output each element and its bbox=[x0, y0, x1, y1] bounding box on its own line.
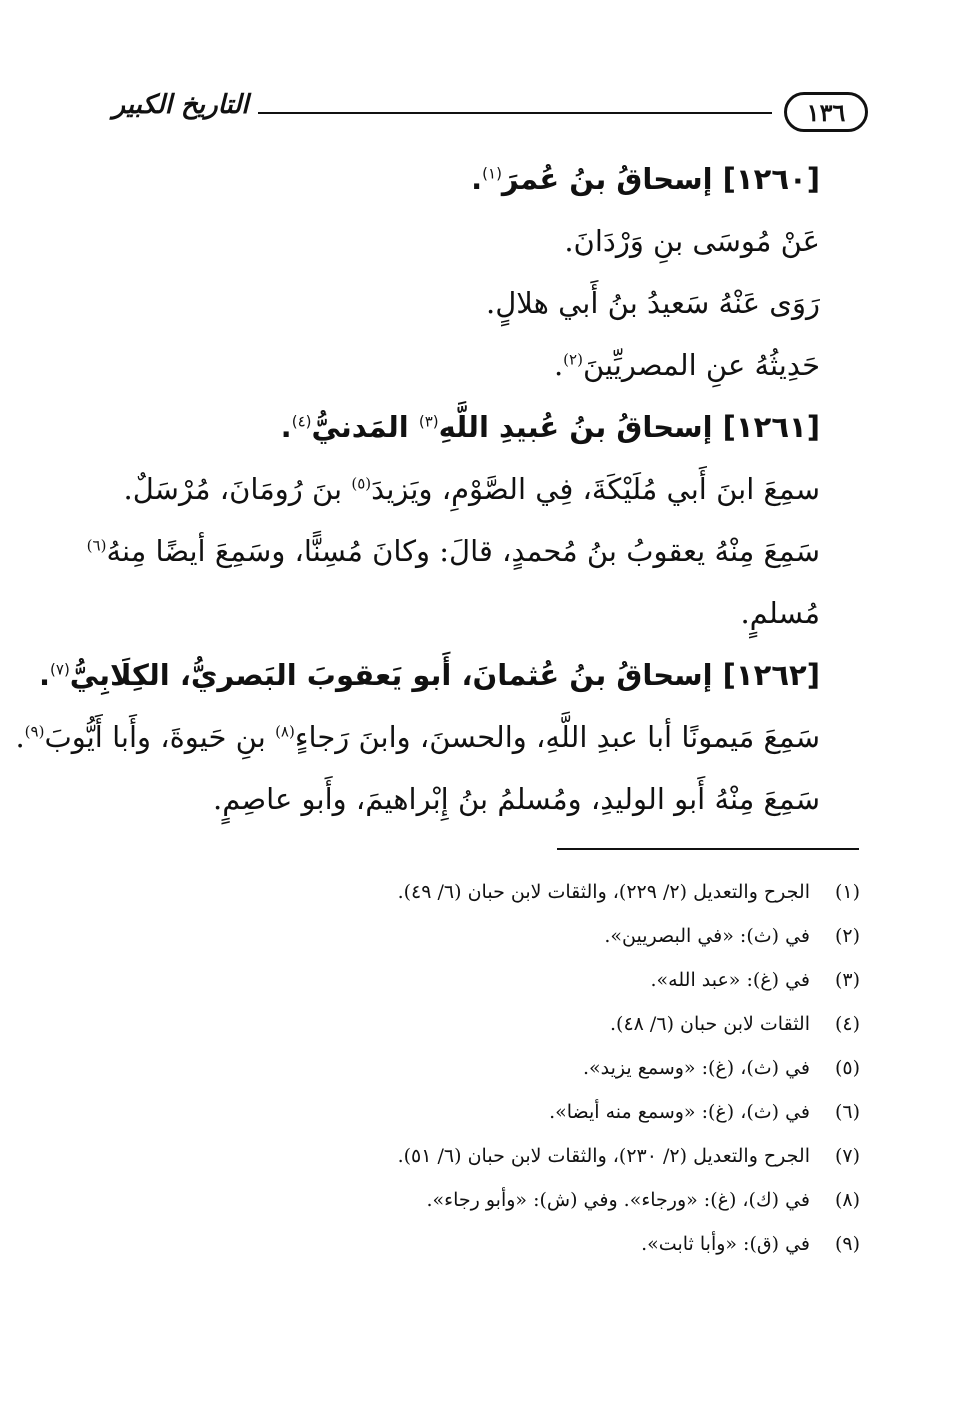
footnote-number: (٤) bbox=[834, 1013, 860, 1035]
footnote-text: في (ث): «في البصريين». bbox=[604, 925, 810, 947]
text-line: سمِعَ ابنَ أَبي مُلَيْكَةَ، فِي الصَّوْمِ، ويَزيدَ$^{(٥)}$ بنَ رُومَانَ، مُرْسَلٌ. bbox=[123, 472, 820, 506]
footnote bbox=[110, 1090, 860, 1134]
footnote-separator bbox=[557, 848, 859, 850]
entry-title-1262: [١٢٦٢] إسحاقُ بنُ عُثمانَ، أَبو يَعقوبَ البَصريُّ، الكِلَابِيُّ$^{(٧)}$. bbox=[38, 658, 820, 692]
footnote-text: في (غ): «عبد الله». bbox=[650, 969, 810, 991]
footnote bbox=[110, 1046, 860, 1090]
footnotes bbox=[110, 870, 860, 1266]
page-header bbox=[108, 88, 868, 138]
text-line: رَوَى عَنْهُ سَعيدُ بنُ أَبي هلالٍ. bbox=[486, 286, 820, 320]
footnote-text: الجرح والتعديل (٢/ ٢٢٩)، والثقات لابن حبان (٦/ ٤٩). bbox=[397, 881, 810, 903]
footnote bbox=[110, 1178, 860, 1222]
footnote-text: الجرح والتعديل (٢/ ٢٣٠)، والثقات لابن حبان (٦/ ٥١). bbox=[397, 1145, 810, 1167]
footnote bbox=[110, 1134, 860, 1178]
footnote-ref: (٦) bbox=[86, 536, 107, 555]
footnote-number: (٢) bbox=[834, 925, 860, 947]
footnote-ref: (٨) bbox=[275, 722, 295, 741]
footnote-number: (٥) bbox=[834, 1057, 860, 1079]
footnote-text: في (ك)، (غ): «ورجاء». وفي (ش): «وأبو رجاء». bbox=[426, 1189, 810, 1211]
footnote bbox=[110, 1002, 860, 1046]
footnote-ref: (٥) bbox=[351, 474, 372, 493]
footnote-ref: (٤) bbox=[291, 412, 312, 431]
footnote-number: (٦) bbox=[834, 1101, 860, 1123]
entry-title-1261: [١٢٦١] إسحاقُ بنُ عُبيدِ اللَّهِ$^{(٣)}$ المَدنيُّ$^{(٤)}$. bbox=[280, 410, 820, 444]
footnote-text: في (ث)، (غ): «وسمع يزيد». bbox=[583, 1057, 810, 1079]
footnote bbox=[110, 870, 860, 914]
text-line: حَدِيثُهُ عنِ المصريِّينَ$^{(٢)}$. bbox=[553, 348, 820, 382]
footnote-number: (٣) bbox=[834, 969, 860, 991]
footnote-text: في (ق): «وأبا ثابت». bbox=[641, 1233, 810, 1255]
footnote-ref: (٩) bbox=[24, 722, 45, 741]
main-text bbox=[15, 148, 820, 830]
footnote bbox=[110, 1222, 860, 1266]
page-number: ١٣٦ bbox=[784, 92, 868, 132]
entry-title-1260: [١٢٦٠] إسحاقُ بنُ عُمرَ$^{(١)}$. bbox=[471, 162, 820, 196]
book-title: التاريخ الكبير bbox=[112, 90, 249, 120]
footnote-number: (٧) bbox=[834, 1145, 860, 1167]
footnote-ref: (٧) bbox=[50, 660, 70, 679]
text-line: سَمِعَ مَيمونًا أبا عبدِ اللَّهِ، والحسنَ، وابنَ رَجاءٍ$^{(٨)}$ بنِ حَيوةَ، وأَبا أَيُّوبَ$^{(٩)}$. bbox=[15, 720, 820, 754]
text-line: سَمِعَ مِنْهُ أَبو الوليدِ، ومُسلمُ بنُ إِبْراهيمَ، وأَبو عاصِمٍ. bbox=[213, 782, 820, 816]
footnote-number: (٨) bbox=[834, 1189, 860, 1211]
text-line: عَنْ مُوسَى بنِ وَرْدَانَ. bbox=[564, 224, 820, 258]
footnote-ref: (٣) bbox=[418, 412, 439, 431]
footnote bbox=[110, 958, 860, 1002]
footnote-ref: (٢) bbox=[563, 350, 583, 369]
footnote bbox=[110, 914, 860, 958]
footnote-number: (٩) bbox=[834, 1233, 860, 1255]
footnote-ref: (١) bbox=[482, 164, 502, 183]
text-line: مُسلمٍ. bbox=[740, 596, 820, 630]
footnote-number: (١) bbox=[834, 881, 860, 903]
footnote-text: الثقات لابن حبان (٦/ ٤٨). bbox=[610, 1013, 810, 1035]
text-line: سَمِعَ مِنْهُ يعقوبُ بنُ مُحمدٍ، قالَ: وكانَ مُسِنًّا، وسَمِعَ أيضًا مِنهُ$^{(٦)}$ bbox=[86, 534, 820, 568]
footnote-text: في (ث)، (غ): «وسمع منه أيضا». bbox=[549, 1101, 810, 1123]
header-rule bbox=[258, 112, 772, 114]
